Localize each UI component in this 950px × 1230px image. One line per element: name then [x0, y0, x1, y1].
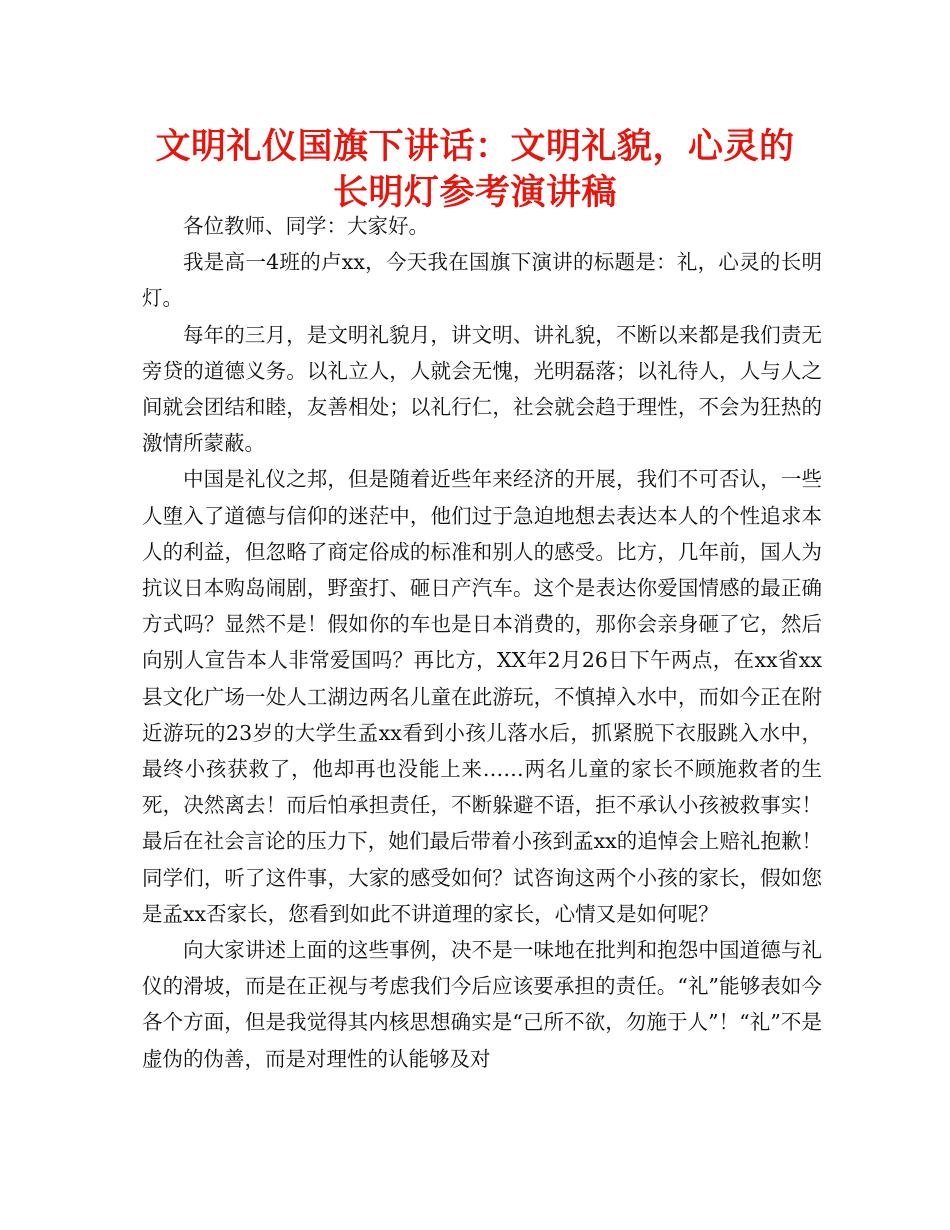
- paragraph-greeting: 各位教师、同学：大家好。: [183, 214, 429, 238]
- paragraph-introduction: 我是高一4班的卢xx，今天我在国旗下演讲的标题是：礼，心灵的长明灯。: [142, 250, 822, 311]
- title-line-1: 文明礼仪国旗下讲话：文明礼貌，心灵的: [155, 127, 795, 167]
- paragraph-reflection: 向大家讲述上面的这些事例，决不是一味地在批判和抱怨中国道德与礼仪的滑坡，而是在正视与考虑我们今后应该要承担的责任。“礼”能够表如今各个方面，但是我觉得其内核思想确实是“己所不欲，勿施于人”！“礼”不是虚伪的伪善，而是对理性的认能够及对: [142, 938, 822, 1071]
- paragraph-examples: 中国是礼仪之邦，但是随着近些年来经济的开展，我们不可否认，一些人堕入了道德与信仰的迷茫中，他们过于急迫地想去表达本人的个性追求本人的利益，但忽略了商定俗成的标准和别人的感受。比方，几年前，国人为抗议日本购岛闹剧，野蛮打、砸日产汽车。这个是表达你爱国情感的最正确方式吗？显然不是！假如你的车也是日本消费的，那你会亲身砸了它，然后向别人宣告本人非常爱国吗？再比方，XX年2月26日下午两点，在xx省xx县文化广场一处人工湖边两名儿童在此游玩，不慎掉入水中，而如今正在附近游玩的23岁的大学生孟xx看到小孩儿落水后，抓紧脱下衣服跳入水中，最终小孩获救了，他却再也没能上来……两名儿童的家长不顾施救者的生死，决然离去！而后怕承担责任，不断躲避不语，拒不承认小孩被救事实！最后在社会言论的压力下，她们最后带着小孩到孟xx的追悼会上赔礼抱歉！同学们，听了这件事，大家的感受如何？试咨询这两个小孩的家长，假如您是孟xx否家长，您看到如此不讲道理的家长，心情又是如何呢？: [142, 467, 822, 926]
- paragraph-civility-month: 每年的三月，是文明礼貌月，讲文明、讲礼貌，不断以来都是我们责无旁贷的道德义务。以礼立人，人就会无愧，光明磊落；以礼待人，人与人之间就会团结和睦，友善相处；以礼行仁，社会就会趋于理性，不会为狂热的激情所蒙蔽。: [142, 322, 822, 456]
- document-body: [142, 208, 822, 1077]
- title-line-2: 长明灯参考演讲稿: [332, 173, 617, 213]
- document-title: [130, 124, 820, 216]
